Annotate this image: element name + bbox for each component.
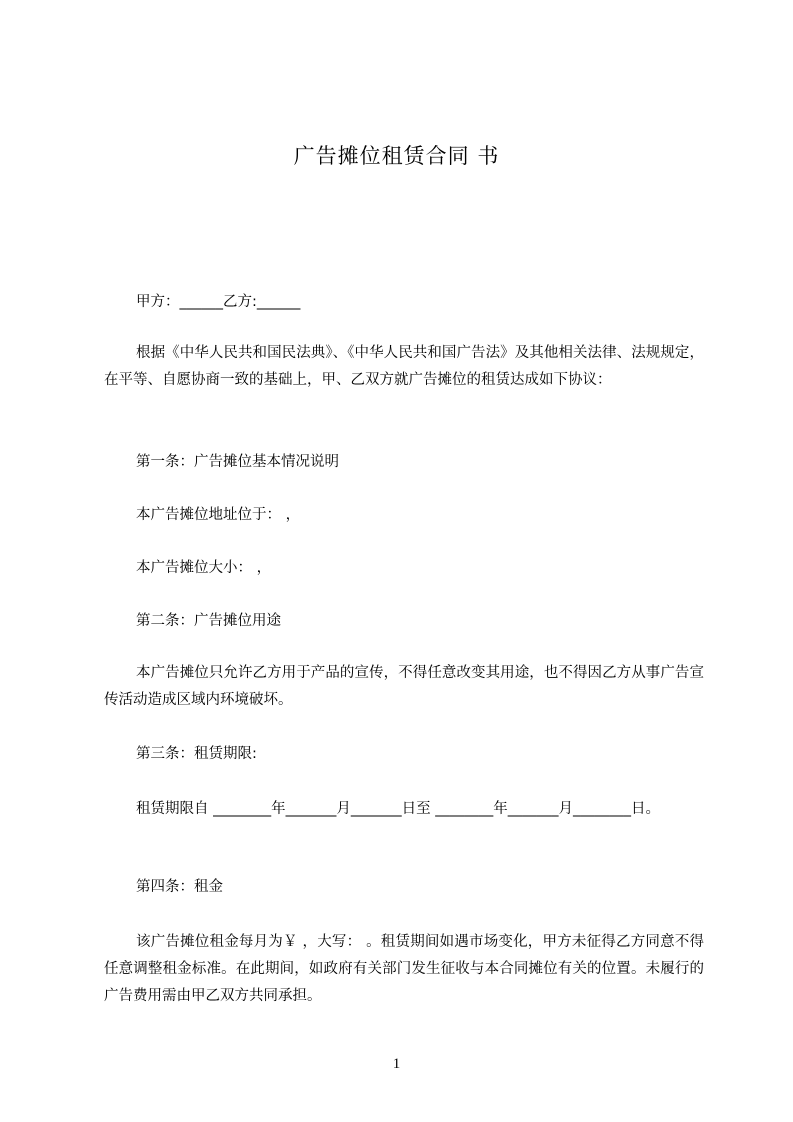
article2-heading: 第二条：广告摊位用途 [136,613,281,629]
article4-text: 该广告摊位租金每月为￥ ，大写： 。租赁期间如遇市场变化，甲方未征得乙方同意不得任意调整租金标准。在此期间，如政府有关部门发生征收与本合同摊位有关的位置。未履行的广告费用需由甲乙双方共同承担。 [104,934,704,1004]
article4-paragraph [104,929,704,1010]
article2-text: 本广告摊位只允许乙方用于产品的宣传，不得任意改变其用途，也不得因乙方从事广告宣传活动造成区域内环境破坏。 [104,665,704,708]
preamble-text: 根据《中华人民共和国民法典》、《中华人民共和国广告法》及其他相关法律、法规规定，在平等、自愿协商一致的基础上，甲、乙双方就广告摊位的租赁达成如下协议： [104,345,704,388]
page-number: 1 [392,1056,401,1072]
article3-paragraph [104,796,704,823]
article3-heading: 第三条：租赁期限: [136,746,257,762]
article2-paragraph [104,660,704,714]
parties-line: 甲方：______乙方:______ [136,294,301,310]
article4-heading: 第四条：租金 [136,879,223,895]
preamble-paragraph [104,340,704,394]
article1-size: 本广告摊位大小： ， [136,560,272,576]
document-title: 广告摊位租赁合同 书 [293,144,500,168]
article1-address: 本广告摊位地址位于： ， [136,507,301,523]
article1-heading: 第一条：广告摊位基本情况说明 [136,454,339,470]
article3-text: 租赁期限自 ________年_______月_______日至 ________年_______月________日。 [136,801,660,817]
